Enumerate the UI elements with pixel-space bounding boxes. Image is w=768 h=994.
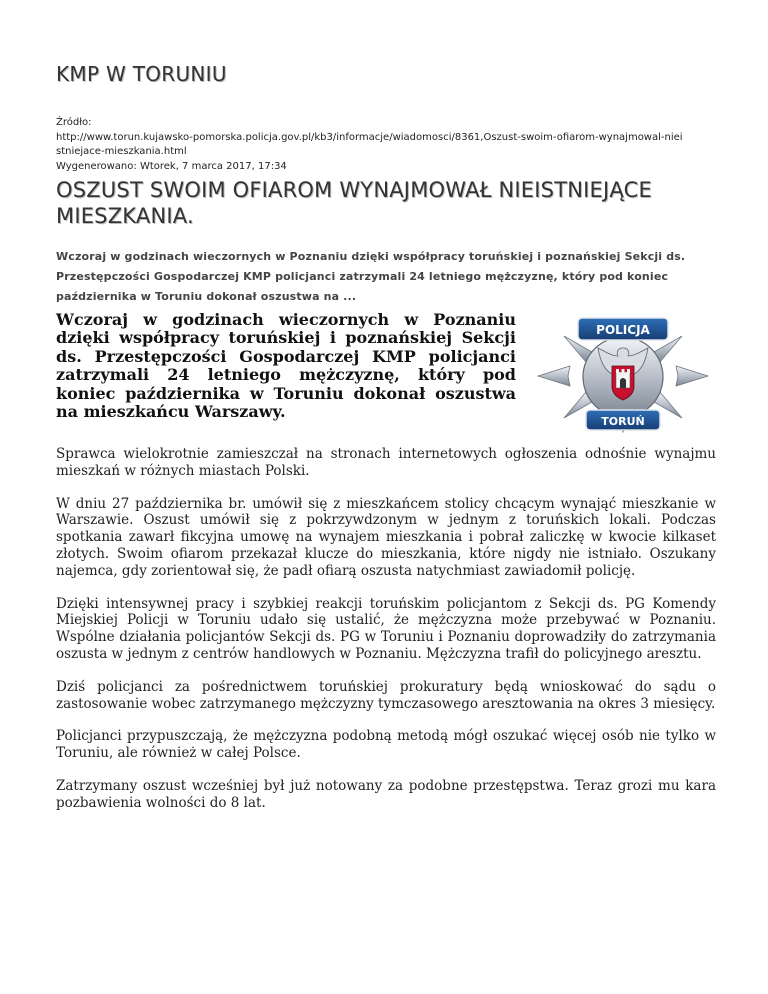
article-body	[56, 446, 716, 828]
source-url-continued: stniejace-mieszkania.html	[56, 146, 187, 157]
source-label: Źródło:	[56, 117, 92, 128]
bottom-banner	[586, 410, 660, 430]
article-paragraph: Policjanci przypuszczają, że mężczyzna podobną metodą mógł oszukać więcej osób nie tylko w Toruniu, ale również w całej Polsce.	[56, 728, 716, 762]
top-banner	[578, 318, 668, 340]
article-title: OSZUST SWOIM OFIAROM WYNAJMOWAŁ NIEISTNIEJĄCE MIESZKANIA.	[56, 178, 652, 228]
logo-bottom-text: TORUŃ	[601, 415, 645, 428]
site-title: KMP W TORUNIU	[56, 62, 227, 86]
article-paragraph: W dniu 27 października br. umówił się z mieszkańcem stolicy chcącym wynająć mieszkanie w Warszawie. Oszust umówił się z pokrzywdzonym w jednym z toruńskich lokali. Podczas spotkania zawarł fikcyjna umowę na wynajem mieszkania i pobrał zaliczkę w kwocie kilkaset złotych. Swoim ofiarom przekazał klucze do mieszkania, które nigdy nie istniało. Oszukany najemca, gdy zorientował się, że padł ofiarą oszusta natychmiast zawiadomił policję.	[56, 495, 716, 579]
article-paragraph: Dzięki intensywnej pracy i szybkiej reakcji toruńskim policjantom z Sekcji ds. PG Komendy Miejskiej Policji w Toruniu udało się ustalić, że mężczyzna może przebywać w Poznaniu. Wspólne działania policjantów Sekcji ds. PG w Toruniu i Poznaniu doprowadziły do zatrzymania oszusta w jednym z centrów handlowych w Poznaniu. Mężczyzna trafił do policyjnego aresztu.	[56, 595, 716, 662]
policja-torun-logo	[528, 314, 718, 436]
logo-top-text: POLICJA	[596, 323, 650, 337]
source-url: http://www.torun.kujawsko-pomorska.policja.gov.pl/kb3/informacje/wiadomosci/8361,Oszust-swoim-ofiarom-wynajmowal-niei	[56, 131, 683, 143]
torun-coat-of-arms-icon	[612, 366, 634, 400]
article-paragraph: Sprawca wielokrotnie zamieszczał na stronach internetowych ogłoszenia odnośnie wynajmu mieszkań w różnych miastach Polski.	[56, 446, 716, 479]
article-lead: Wczoraj w godzinach wieczornych w Poznaniu dzięki współpracy toruńskiej i poznańskiej Sekcji ds. Przestępczości Gospodarczej KMP policjanci zatrzymali 24 letniego mężczyznę, który pod koniec października w Toruniu dokonał oszustwa na ...	[56, 250, 686, 303]
article-paragraph: Dziś policjanci za pośrednictwem toruńskiej prokuratury będą wnioskować do sądu o zastosowanie wobec zatrzymanego mężczyzny tymczasowego aresztowania na okres 3 miesięcy.	[56, 678, 716, 712]
article-intro: Wczoraj w godzinach wieczornych w Poznaniu dzięki współpracy toruńskiej i poznańskiej Sekcji ds. Przestępczości Gospodarczej KMP policjanci zatrzymali 24 letniego mężczyznę, który pod koniec października w Toruniu dokonał oszustwa na mieszkańcu Warszawy.	[56, 310, 516, 422]
generated-date: Wygenerowano: Wtorek, 7 marca 2017, 17:34	[56, 160, 287, 172]
article-paragraph: Zatrzymany oszust wcześniej był już notowany za podobne przestępstwa. Teraz grozi mu kara pozbawienia wolności do 8 lat.	[56, 777, 716, 811]
source-meta	[56, 116, 716, 174]
